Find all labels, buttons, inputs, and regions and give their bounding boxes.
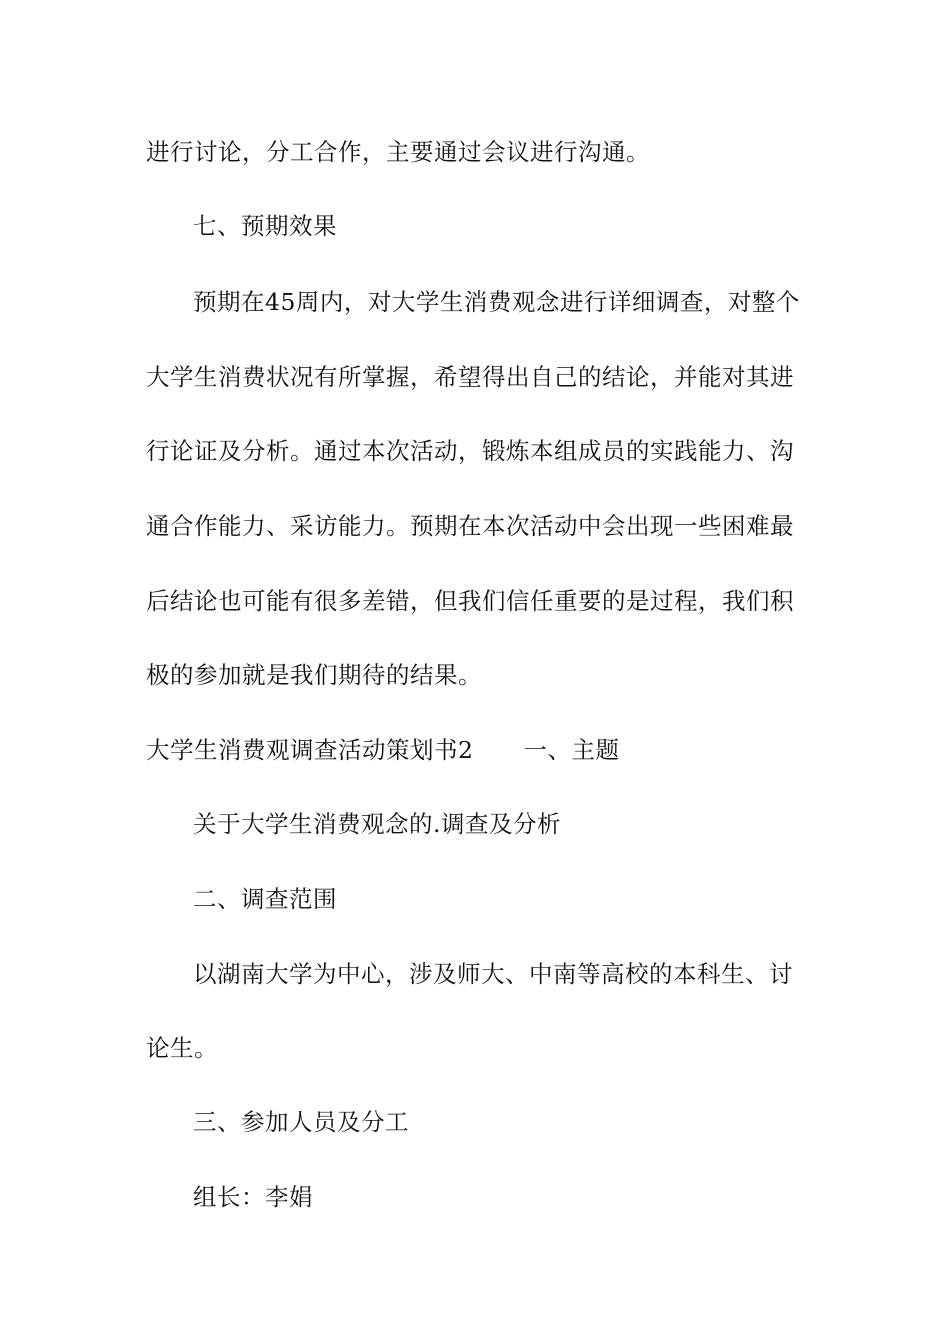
paragraph-line: 预期在45周内，对大学生消费观念进行详细调查，对整个	[193, 288, 800, 316]
section-heading-participants: 三、参加人员及分工	[193, 1108, 409, 1136]
paragraph-line: 大学生消费状况有所掌握，希望得出自己的结论，并能对其进	[146, 363, 794, 391]
section-heading-expected-results: 七、预期效果	[193, 212, 337, 240]
document-title-line	[146, 735, 619, 765]
paragraph-line: 以湖南大学为中心，涉及师大、中南等高校的本科生、讨	[193, 960, 793, 988]
paragraph-line: 后结论也可能有很多差错，但我们信任重要的是过程，我们积	[146, 587, 794, 615]
section-heading-survey-scope: 二、调查范围	[193, 885, 337, 913]
paragraph-line: 组长：李娟	[193, 1183, 313, 1211]
section-heading-theme: 一、主题	[523, 736, 620, 764]
paragraph-line: 论生。	[146, 1034, 218, 1062]
paragraph-line: 通合作能力、采访能力。预期在本次活动中会出现一些困难最	[146, 512, 794, 540]
paragraph-line: 行论证及分析。通过本次活动，锻炼本组成员的实践能力、沟	[146, 437, 794, 465]
paragraph-line: 极的参加就是我们期待的结果。	[146, 661, 482, 689]
paragraph-line: 进行讨论，分工合作，主要通过会议进行沟通。	[146, 138, 650, 166]
paragraph-line: 关于大学生消费观念的.调查及分析	[193, 810, 561, 838]
document-title: 大学生消费观调查活动策划书2	[146, 736, 474, 764]
